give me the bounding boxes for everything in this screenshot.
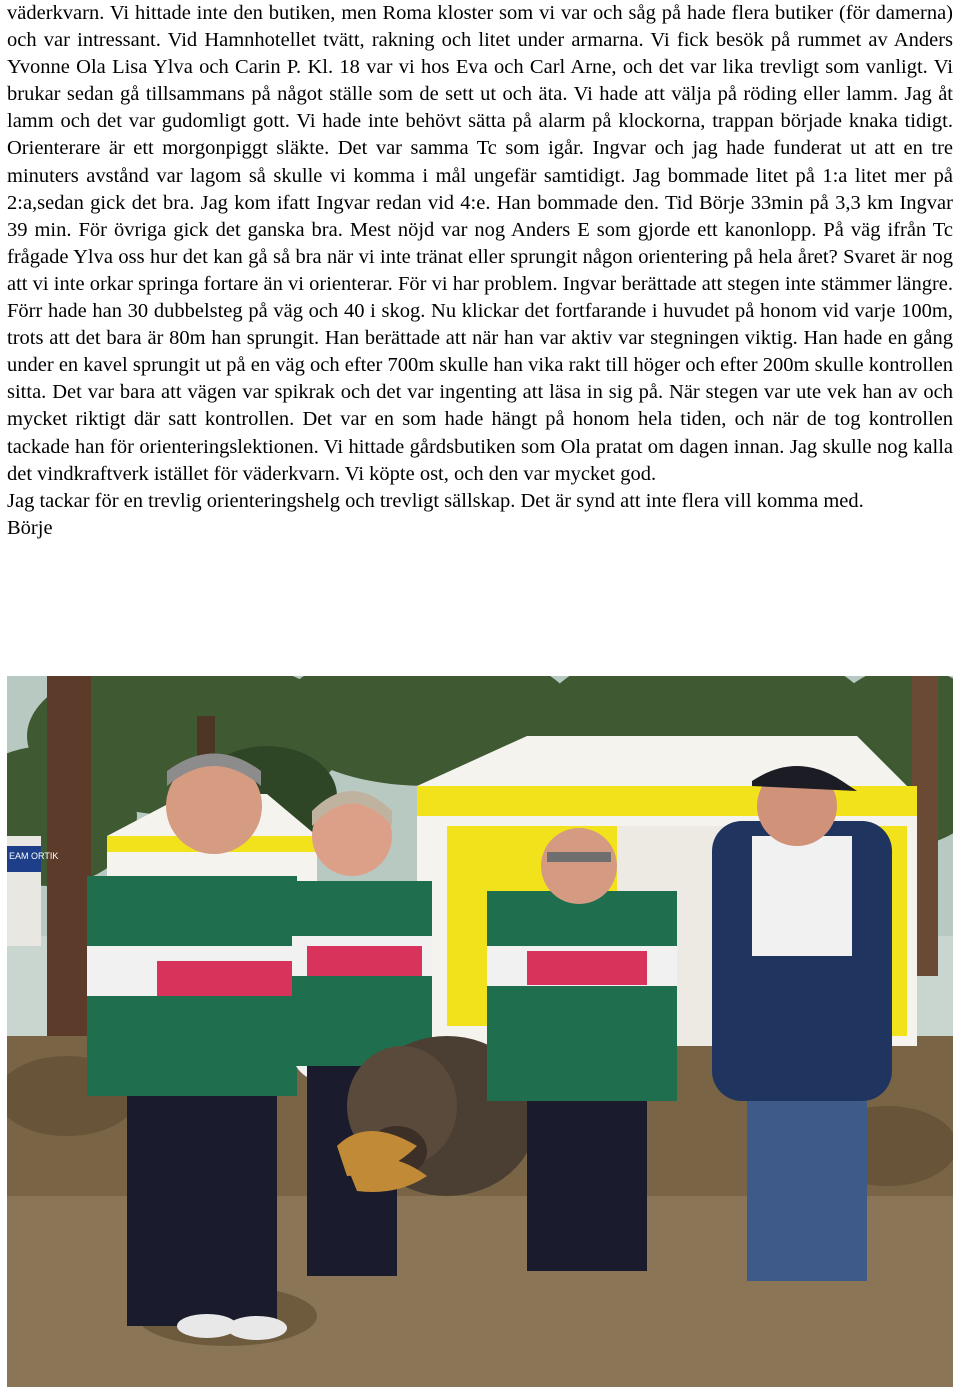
paragraph: väderkvarn. Vi hittade inte den butiken, men Roma kloster som vi var och såg på hade flera butiker (för damerna) och var intressant. Vid Hamnhotellet tvätt, rakning och litet under armarna. Vi fick besök på rummet av Anders Yvonne Ola Lisa Ylva och Carin P. Kl. 18 var vi hos Eva och Carl Arne, och det var lika trevligt som vanligt. Vi brukar sedan gå tillsammans på något ställe som de sett ut och äta. Vi hade att välja på röding eller lamm. Jag åt lamm och det var gudomligt gott. Vi hade inte behövt sätta på alarm på klockorna, trappan började knaka tidigt. Orienterare är ett morgonpiggt släkte. Det var samma Tc som igår. Ingvar och jag hade funderat ut att en tre minuters avstånd var lagom så skulle vi komma i mål ungefär samtidigt. Jag bommade litet på 1:a litet mer på 2:a,sedan gick det bra. Jag kom ifatt Ingvar redan vid 4:e. Han bommade den. Tid Börje 33min på 3,3 km Ingvar 39 min. För övriga gick det ganska bra. Mest nöjd var nog Anders E som gjorde ett kanonlopp. På väg ifrån Tc frågade Ylva oss hur det kan gå så bra när vi inte tränat eller sprungit någon orientering på hela året? Svaret är nog att vi inte orkar springa fortare än vi orienterar. För vi har problem. Ingvar berättade att stegen inte stämmer längre. Förr hade han 30 dubbelsteg på väg och 40 i skog. Nu klickar det fortfarande i huvudet på honom vid varje 100m, trots att det bara är 80m han sprungit. Han berättade att när han var aktiv var stegningen viktig. Han hade en gång under en kavel sprungit ut på en väg och efter 700m skulle han vika rakt till höger och efter 200m skulle kontrollen sitta. Det var bara att vägen var spikrak och det var ingenting att läsa in sig på. När stegen var ute vek han av och mycket riktigt där satt kontrollen. Det var en som hade hängt på honom hela tiden, och när de tog kontrollen tackade han för orienteringslektionen. Vi hittade gårdsbutiken som Ola pratat om dagen innan. Jag skulle nog kalla det vindkraftverk istället för väderkvarn. Vi köpte ost, och den var mycket god. xyxy=(7,2,953,485)
tent-sign-text: EAM ORTIK xyxy=(9,851,59,861)
group-photo xyxy=(7,676,953,1387)
closing-paragraph: Jag tackar för en trevlig orienteringshelg och trevligt sällskap. Det är synd att inte flera vill komma med. xyxy=(7,489,864,512)
signature: Börje xyxy=(7,516,53,539)
body-text xyxy=(7,0,953,542)
